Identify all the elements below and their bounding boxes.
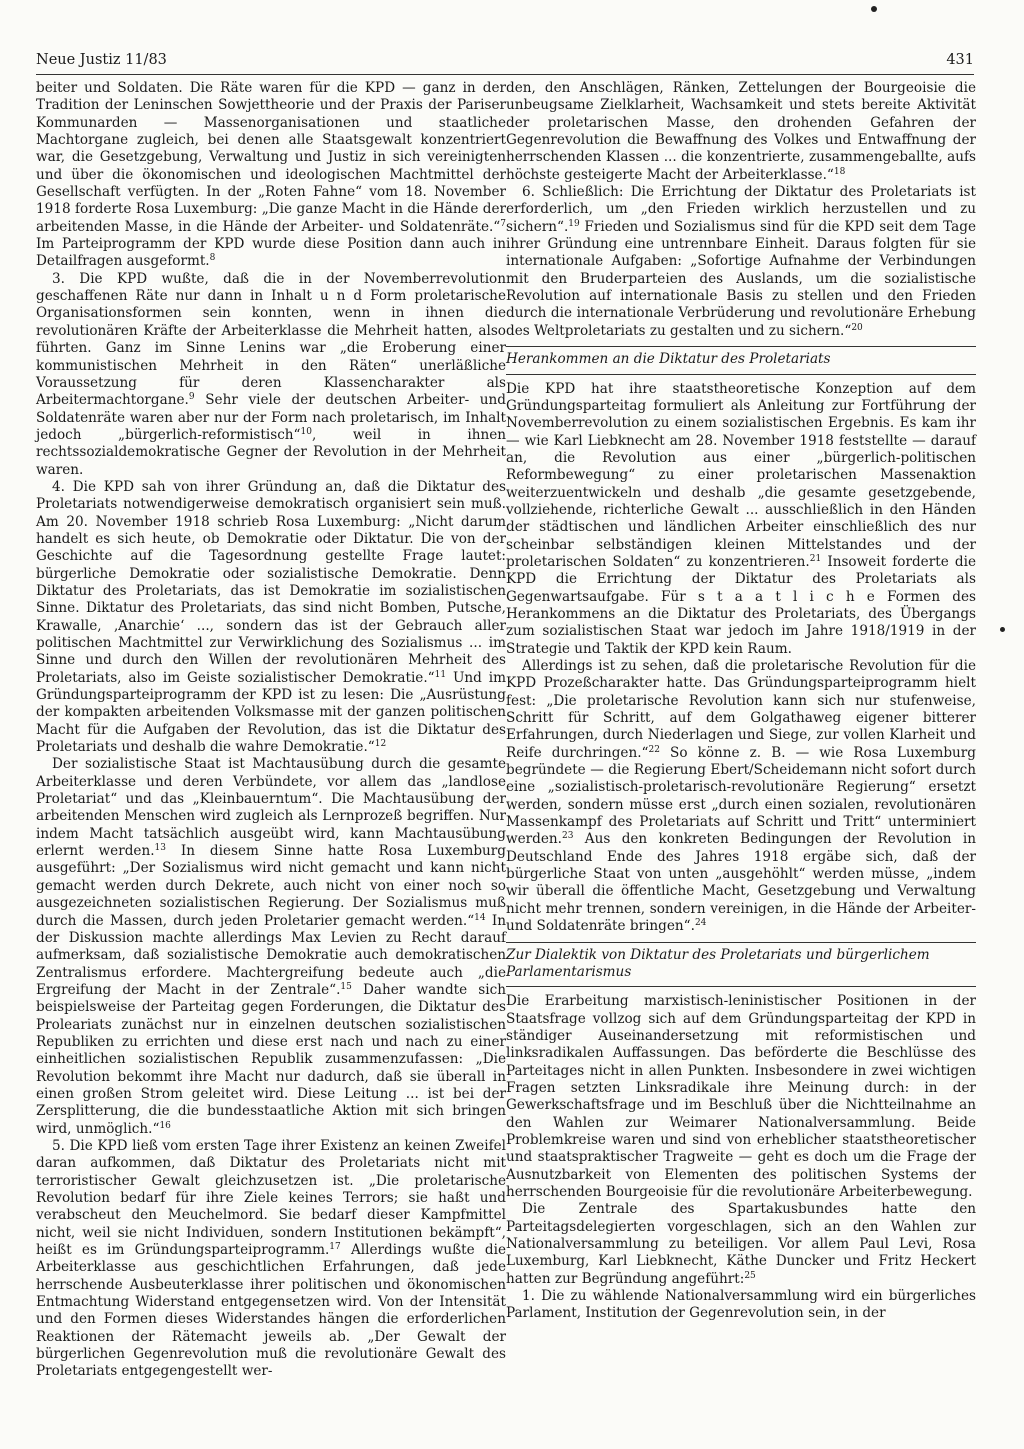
text-run: 1. Die zu wählende Nationalversammlung wird ein bürgerliches Parlament, Institution der Gegenrevolution sein, in der xyxy=(506,1288,976,1322)
journal-title: Neue Justiz 11/83 xyxy=(36,52,167,68)
paragraph xyxy=(506,1201,976,1288)
text-run: Die KPD hat ihre staatstheoretische Konzeption auf dem Gründungsparteitag formuliert als Anleitung zur Fortführung der Novemberrevolution zu einem sozialistischen Ergebnis. Es kam ihr — wie Karl Liebknecht am 28. November 1918 feststellte — darauf an, die Revolution aus einer „bürgerlich-politischen Reformbewegung“ zu einer proletarischen Massenaktion weiterzuentwickeln und deshalb „die gesamte gesetzgebende, vollziehende, richterliche Gewalt ... ausschließlich in den Händen der städtischen und ländlichen Arbeiter einschließlich des nur scheinbar selbständigen kleinen Mittelstandes und der proletarischen Soldaten“ zu konzentrieren. xyxy=(506,380,976,570)
footnote-ref: 18 xyxy=(833,166,846,177)
footnote-ref: 15 xyxy=(340,981,352,992)
footnote-ref: 13 xyxy=(154,843,166,854)
text-run: 6. Schließlich: Die Errichtung der Diktatur des Proletariats ist erforderlich, um „den Frieden wirklich herzustellen und zu sichern“. xyxy=(506,184,976,235)
footnote-ref: 16 xyxy=(159,1120,171,1131)
text-run: 5. Die KPD ließ vom ersten Tage ihrer Existenz an keinen Zweifel daran aufkommen, daß Diktatur des Proletariats nicht mit terroristischer Gewalt gleichzusetzen ist. „Die proletarische Revolution bedarf für ihre Ziele keines Terrors; sie haßt und verabscheut den Meuchelmord. Sie bedarf dieser Kampfmittel nicht, weil sie nicht Individuen, sondern Institutionen bekämpft“, heißt es im Gründungsparteiprogramm. xyxy=(36,1137,506,1259)
footnote-ref: 19 xyxy=(568,218,580,229)
text-run: Im Parteiprogramm der KPD wurde diese Position dann auch in Detailfragen ausgeformt. xyxy=(36,236,506,270)
section-heading: Herankommen an die Diktatur des Proletariats xyxy=(506,346,976,374)
paragraph xyxy=(506,993,976,1201)
footnote-ref: 9 xyxy=(188,392,195,403)
paragraph xyxy=(36,80,506,271)
margin-dot xyxy=(871,6,877,12)
running-header xyxy=(36,50,974,75)
paragraph xyxy=(36,479,506,757)
text-run: Der sozialistische Staat ist Machtausübung durch die gesamte Arbeiterklasse und deren Verbündete, vor allem das „landlose Proletariat“ und das „Kleinbauerntum“. Die Machtausübung der arbeitenden Menschen wird zugleich als Lernprozeß begriffen. Nur indem Macht tatsächlich ausgeübt wird, kann Machtausübung erlernt werden. xyxy=(36,756,506,860)
page-number: 431 xyxy=(946,52,974,68)
text-run: So könne z. B. — wie Rosa Luxemburg begründete — die Regierung Ebert/Scheidemann nicht sofort durch eine „sozialistisch-proletarisch-revolutionäre Regierung“ ersetzt werden, sondern müsse erst „durch einen sozialen, revolutionären Massenkampf des Proletariats auf Schritt und Tritt“ unterminiert werden. xyxy=(506,744,976,848)
text-run: Aus den konkreten Bedingungen der Revolution in Deutschland Ende des Jahres 1918 ergäbe sich, daß der bürgerliche Staat von unten „ausgehöhlt“ werden müsse, „indem wir überall die öffentliche Macht, Gesetzgebung und Verwaltung nicht mehr trennen, sondern vereinigen, in die Hände der Arbeiter- und Soldatenräte bringen“. xyxy=(506,831,976,935)
paragraph xyxy=(506,658,976,936)
footnote-ref: 23 xyxy=(562,831,574,842)
text-run: 3. Die KPD wußte, daß die in der Novemberrevolution geschaffenen Räte nur dann in Inhalt u n d Form proletarische Organisationsformen sein konnten, wenn in ihnen die revolutionären Kräfte der Arbeiterklasse die Mehrheit hatten, also führten. Ganz im Sinne Lenins war „die Eroberung einer kommunistischen Mehrheit in den Räten“ unerläßliche Voraussetzung für deren Klassencharakter als Arbeitermachtorgane. xyxy=(36,270,506,409)
footnote-ref: 22 xyxy=(648,744,660,755)
text-run: In diesem Sinne hatte Rosa Luxemburg ausgeführt: „Der Sozialismus wird nicht gemacht und kann nicht gemacht werden durch Dekrete, auch nicht von einer noch so ausgezeichneten sozialistischen Regierung. Der Sozialismus muß durch die Massen, durch jeden Proletarier gemacht werden.“ xyxy=(36,843,506,929)
footnote-ref: 7 xyxy=(500,218,506,229)
text-run: In der Diskussion machte allerdings Max Levien zu Recht darauf aufmerksam, daß sozialistische Demokratie auch demokratischen Zentralismus erfordere. Machtergreifung bedeute auch „die Ergreifung der Macht in der Zentrale“. xyxy=(36,912,506,998)
paragraph xyxy=(506,184,976,340)
text-run: den, den Anschlägen, Ränken, Zettelungen der Bourgeoisie die unbeugsame Zielklarheit, Wachsamkeit und stets bereite Aktivität der proletarischen Masse, den drohenden Gefahren der Gegenrevolution die Bewaffnung des Volkes und Entwaffnung der herrschenden Klassen ... die konzentrierte, zusammengeballte, aufs höchste gesteigerte Macht der Arbeiterklasse.“ xyxy=(506,80,976,183)
footnote-ref: 8 xyxy=(209,253,216,264)
text-run: Und im Gründungsparteiprogramm der KPD ist zu lesen: Die „Ausrüstung der kompakten arbeitenden Volksmasse mit der ganzen politischen Macht für die Aufgaben der Revolution, das ist die Diktatur des Proletariats und deshalb die wahre Demokratie.“ xyxy=(36,669,506,756)
paragraph xyxy=(506,80,976,184)
paragraph xyxy=(36,271,506,479)
right-column xyxy=(506,80,976,1323)
margin-dot xyxy=(1000,627,1005,632)
section-heading: Zur Dialektik von Diktatur des Proletariats und bürgerlichem Parlamentarismus xyxy=(506,942,976,988)
text-run: Die Erarbeitung marxistisch-leninistischer Positionen in der Staatsfrage vollzog sich auf dem Gründungsparteitag der KPD in ständiger Auseinandersetzung mit reformistischen und linksradikalen Auffassungen. Das beförderte die Beschlüsse des Parteitages nicht in allen Punkten. Insbesondere in zwei wichtigen Fragen setzten Linksradikale ihre Meinung durch: in der Gewerkschaftsfrage und im Beschluß über die Nichtteilnahme an den Wahlen zur Weimarer Nationalversammlung. Beide Problemkreise waren und sind von erheblicher staatstheoretischer und staatspraktischer Tragweite — geht es doch um die Frage der Ausnutzbarkeit von Elementen des politischen Systems der herrschenden Bourgeoisie für die revolutionäre Arbeiterbewegung. xyxy=(506,993,976,1200)
text-run: Sehr viele der deutschen Arbeiter- und Soldatenräte waren aber nur der Form nach proletarisch, im Inhalt jedoch „bürgerlich-reformistisch“ xyxy=(36,392,506,443)
footnote-ref: 12 xyxy=(374,739,387,750)
footnote-ref: 20 xyxy=(851,322,863,333)
paragraph xyxy=(506,1288,976,1323)
text-run: Daher wandte sich beispielsweise der Parteitag gegen Forderungen, die Diktatur des Proleariats zunächst nur in einzelnen deutschen sozialistischen Republiken zu errichten und diese erst nach und nach zu einer einheitlichen sozialistischen Republik zusammenzufassen: „Die Revolution bekommt ihre Macht nur dadurch, daß sie überall in einen großen Strom geleitet wird. Diese Leitung ... ist bei der Zersplitterung, die die bundesstaatliche Aktion mit sich bringen wird, unmöglich.“ xyxy=(36,981,506,1137)
paragraph xyxy=(36,1138,506,1381)
footnote-ref: 17 xyxy=(329,1242,341,1253)
text-run: , weil in ihnen rechtssozialdemokratische Gegner der Revolution in der Mehrheit waren. xyxy=(36,426,506,478)
paragraph xyxy=(506,381,976,659)
left-column xyxy=(36,80,506,1381)
text-run: Allerdings wußte die Arbeiterklasse aus geschichtlichen Erfahrungen, daß jede herrschende Ausbeuterklasse ihrer politischen und ökonomischen Entmachtung Widerstand entgegensetzen wird. Von der Intensität und den Formen dieses Widerstandes hängen die erforderlichen Reaktionen der Rätemacht jeweils ab. „Der Gewalt der bürgerlichen Gegenrevolution muß die revolutionäre Gewalt des Proletariats entgegengestellt wer- xyxy=(36,1242,506,1380)
footnote-ref: 11 xyxy=(434,669,447,680)
text-run: 4. Die KPD sah von ihrer Gründung an, daß die Diktatur des Proletariats notwendigerweise demokratisch organisiert sein muß. Am 20. November 1918 schrieb Rosa Luxemburg: „Nicht darum handelt es sich heute, ob Demokratie oder Diktatur. Die von der Geschichte auf die Tagesordnung gestellte Frage lautet: bürgerliche Demokratie oder sozialistische Demokratie. Denn Diktatur des Proletariats, das ist Demokratie im sozialistischen Sinne. Diktatur des Proletariats, das sind nicht Bomben, Putsche, Krawalle, ‚Anarchie‘ ..., sondern das ist der Gebrauch aller politischen Machtmittel zur Verwirklichung des Sozialismus ... im Sinne und durch den Willen der revolutionären Mehrheit des Proletariats, also im Geiste sozialistischer Demokratie.“ xyxy=(36,478,506,686)
text-run: beiter und Soldaten. Die Räte waren für die KPD — ganz in der Tradition der Leninschen Sowjettheorie und der Praxis der Pariser Kommunarden — Massenorganisationen und staatliche Machtorgane zugleich, bei denen alle Staatsgewalt konzentriert war, die Gesetzgebung, Verwaltung und Justiz in sich vereinigten und über die ökonomischen und ideologischen Machtmittel der Gesellschaft verfügten. In der „Roten Fahne“ vom 18. November 1918 forderte Rosa Luxemburg: „Die ganze Macht in die Hände der arbeitenden Masse, in die Hände der Arbeiter- und Soldatenräte.“ xyxy=(36,80,506,235)
footnote-ref: 24 xyxy=(694,918,707,929)
paragraph xyxy=(36,756,506,1138)
text-run: Frieden und Sozialismus sind für die KPD seit dem Tage ihrer Gründung eine untrennbare Einheit. Daraus folgten für sie internationale Aufgaben: „Sofortige Aufnahme der Verbindungen mit den Bruderparteien des Auslands, um die sozialistische Revolution auf internationale Basis zu stellen und den Frieden durch die internationale Verbrüderung und revolutionäre Erhebung des Weltproletariats zu gestalten und zu sichern.“ xyxy=(506,218,976,339)
text-run: Die Zentrale des Spartakusbundes hatte den Parteitagsdelegierten vorgeschlagen, sich an den Wahlen zur Nationalversammlung zu beteiligen. Vor allem Paul Levi, Rosa Luxemburg, Karl Liebknecht, Käthe Duncker und Fritz Heckert hatten zur Begründung angeführt: xyxy=(506,1201,976,1287)
footnote-ref: 14 xyxy=(474,912,486,923)
footnote-ref: 10 xyxy=(300,426,312,437)
footnote-ref: 25 xyxy=(744,1270,756,1281)
text-run: Allerdings ist zu sehen, daß die proletarische Revolution für die KPD Prozeßcharakter hatte. Das Gründungsparteiprogramm hielt fest: „Die proletarische Revolution kann sich nur stufenweise, Schritt für Schritt, auf dem Golgathaweg eigener bitterer Erfahrungen, durch Niederlagen und Siege, zur vollen Klarheit und Reife durchringen.“ xyxy=(506,658,976,761)
text-run: Insoweit forderte die KPD die Errichtung der Diktatur des Proletariats als Gegenwartsaufgabe. Für s t a a t l i c h e Formen des Herankommens an die Diktatur des Proletariats, des Übergangs zum sozialistischen Staat war jedoch im Jahre 1918/1919 in der Strategie und Taktik der KPD kein Raum. xyxy=(506,553,976,657)
footnote-ref: 21 xyxy=(809,553,822,564)
